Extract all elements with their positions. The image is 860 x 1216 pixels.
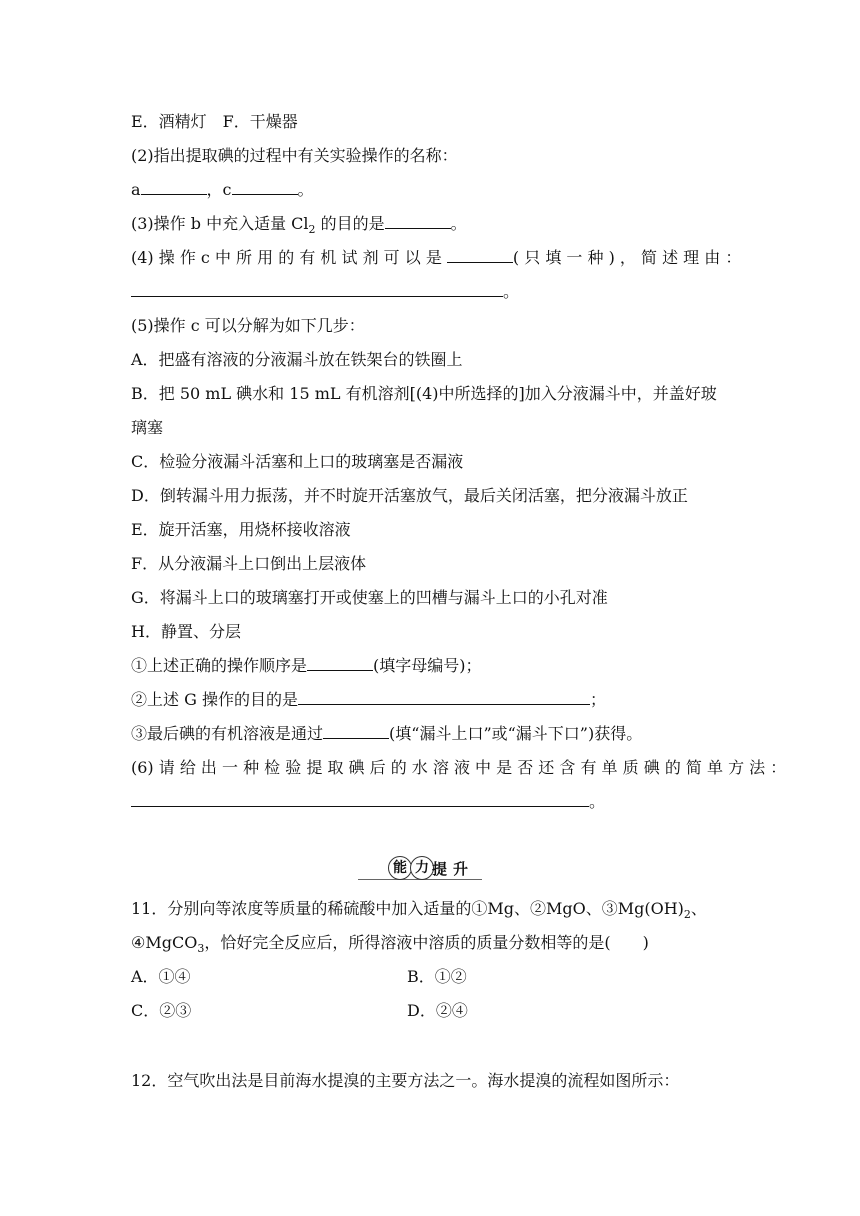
text: 。: [297, 180, 314, 199]
section-badge-char: 能: [388, 856, 412, 880]
answer-blank: [298, 690, 590, 705]
question-5-line: [131, 315, 365, 337]
text: H．静置、分层: [131, 622, 241, 641]
option-a: A．①④: [131, 967, 191, 986]
answer-blank: [447, 248, 513, 263]
text: (4) 操 作 c 中 所 用 的 有 机 试 剂 可 以 是: [131, 248, 447, 267]
text: ③最后碘的有机溶液是通过: [131, 724, 324, 743]
text: 的目的是: [315, 214, 385, 233]
text: A．把盛有溶液的分液漏斗放在铁架台的铁圈上: [131, 350, 463, 369]
step-h-line: [131, 621, 241, 643]
text: (3)操作 b 中充入适量 Cl: [131, 214, 309, 233]
step-f-line: [131, 553, 366, 575]
text: E．旋开活塞，用烧杯接收溶液: [131, 520, 351, 539]
step-g-line: [131, 587, 608, 609]
question-12-line: [131, 1070, 679, 1092]
question-11-options-row-1: [131, 966, 191, 988]
option-d: D．②④: [407, 1001, 468, 1020]
text: G．将漏斗上口的玻璃塞打开或使塞上的凹槽与漏斗上口的小孔对准: [131, 588, 608, 607]
step-d-line: [131, 485, 688, 507]
question-4-line: [131, 247, 741, 269]
subscript: 2: [683, 908, 691, 922]
answer-blank: [385, 214, 451, 229]
subscript: 2: [308, 223, 316, 237]
step-c-line: [131, 451, 463, 473]
text: (填字母编号)；: [373, 656, 482, 675]
question-2-line: [131, 145, 458, 167]
text: ( 只 填 一 种 ) ， 简 述 理 由 ：: [512, 248, 742, 267]
step-b-line: [131, 383, 717, 405]
text: D．倒转漏斗用力振荡，并不时旋开活塞放气，最后关闭活塞，把分液漏斗放正: [131, 486, 688, 505]
text: 璃塞: [131, 418, 164, 437]
text: 、: [690, 899, 707, 918]
question-11-options-row-2: [131, 1000, 191, 1022]
section-heading-ability-improvement: [358, 856, 482, 884]
text: (2)指出提取碘的过程中有关实验操作的名称：: [131, 146, 458, 165]
text: ②上述 G 操作的目的是: [131, 690, 298, 709]
text: (填“漏斗上口”或“漏斗下口”)获得。: [389, 724, 643, 743]
question-4-reason-line: [131, 281, 519, 303]
step-b-continued-line: [131, 417, 163, 439]
answer-blank: [232, 180, 298, 195]
question-3-line: [131, 213, 467, 241]
answer-blank: [131, 282, 503, 297]
sub-question-2-line: [131, 689, 606, 711]
text: 。: [450, 214, 467, 233]
text: 。: [589, 792, 606, 811]
answer-blank: [307, 656, 373, 671]
question-11-line-2: [131, 932, 649, 960]
subscript: 3: [197, 942, 205, 956]
text: 12．空气吹出法是目前海水提溴的主要方法之一。海水提溴的流程如图所示：: [131, 1071, 680, 1090]
text: ④MgCO: [131, 933, 198, 952]
text: (6) 请 给 出 一 种 检 验 提 取 碘 后 的 水 溶 液 中 是 否 还 含 有 单 质 碘 的 简 单 方 法 ：: [131, 758, 787, 777]
text: F．从分液漏斗上口倒出上层液体: [131, 554, 367, 573]
section-title-text: 提升: [432, 860, 475, 878]
question-6-line: [131, 757, 786, 779]
step-e-line: [131, 519, 351, 541]
answer-blank: [141, 180, 207, 195]
text: 。: [503, 282, 520, 301]
step-a-line: [131, 349, 463, 371]
text: B．把 50 mL 碘水和 15 mL 有机溶剂[(4)中所选择的]加入分液漏斗中，并盖好玻: [131, 384, 717, 403]
text: a: [131, 180, 141, 199]
sub-question-3-line: [131, 723, 642, 745]
answer-blank: [131, 792, 589, 807]
option-e-f-line: [131, 111, 298, 133]
text: ，恰好完全反应后，所得溶液中溶质的质量分数相等的是( ): [204, 933, 649, 952]
text: (5)操作 c 可以分解为如下几步：: [131, 316, 365, 335]
option-c: C．②③: [131, 1001, 192, 1020]
question-11-options-row-1-right: [407, 966, 467, 988]
text: ，c: [206, 180, 232, 199]
answer-blank: [323, 724, 389, 739]
section-badge-char: 力: [410, 856, 434, 880]
text: E．酒精灯 F．干燥器: [131, 112, 298, 131]
text: 11．分别向等浓度等质量的稀硫酸中加入适量的①Mg、②MgO、③Mg(OH): [131, 899, 684, 918]
text: ；: [589, 690, 606, 709]
sub-question-1-line: [131, 655, 482, 677]
question-11-options-row-2-right: [407, 1000, 468, 1022]
text: ①上述正确的操作顺序是: [131, 656, 308, 675]
text: C．检验分液漏斗活塞和上口的玻璃塞是否漏液: [131, 452, 464, 471]
question-11-line-1: [131, 898, 707, 926]
question-6-answer-line: [131, 791, 605, 813]
answer-a-c-line: [131, 179, 314, 201]
option-b: B．①②: [407, 967, 467, 986]
